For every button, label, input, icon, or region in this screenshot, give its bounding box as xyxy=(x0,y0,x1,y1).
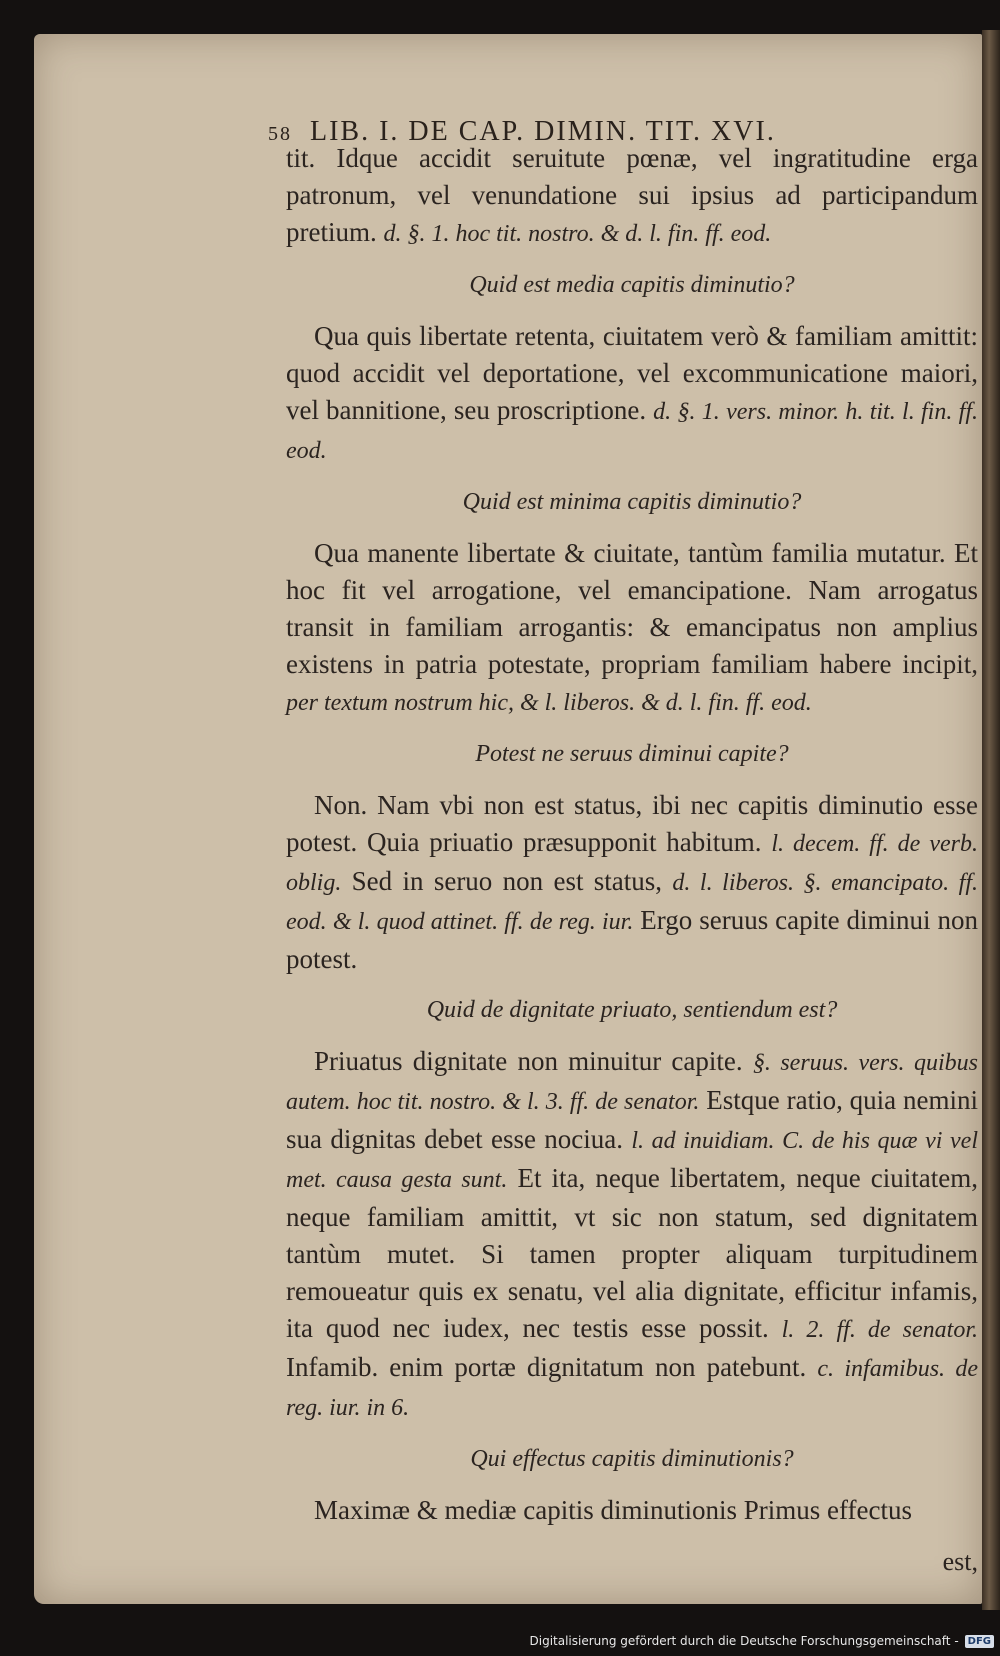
question-heading: Potest ne seruus diminui capite? xyxy=(475,741,789,767)
legal-citation: l. decem. ff. de verb. oblig. xyxy=(286,831,978,896)
text-run: Qua manente libertate & ciuitate, tantùm familia mutatur. Et hoc fit vel arrogatione, vel emancipatione. Nam arrogatus transit in familiam arrogantis: & emancipatus non amplius existens in patria potestate, propriam familiam habere incipit, xyxy=(286,538,978,679)
digitization-footer xyxy=(0,1626,994,1656)
text-run: Priuatus dignitate non minuitur capite. xyxy=(314,1046,753,1076)
question-heading: Quid est minima capitis diminutio? xyxy=(462,489,802,515)
legal-citation: d. §. 1. hoc tit. nostro. & d. l. fin. ff. eod. xyxy=(383,221,772,247)
text-run: Qua quis libertate retenta, ciuitatem verò & familiam amittit: quod accidit vel deportatione, vel excommunicatione maiori, vel bannitione, seu proscriptione. xyxy=(286,321,978,425)
text-run: Et ita, neque libertatem, neque ciuitatem, neque familiam amittit, vt sic non statum, sed dignitatem tantùm mutet. Si tamen propter aliquam turpitudinem remoueatur quis ex senatu, vel alia dignitate, efficitur infamis, ita quod nec iudex, nec testis esse possit. xyxy=(286,1163,979,1343)
page-number: 58 xyxy=(268,123,292,145)
page-body xyxy=(286,140,978,1594)
legal-citation: d. §. 1. vers. minor. h. tit. l. fin. ff. eod. xyxy=(286,399,978,464)
text-run: Ergo seruus capite diminui non potest. xyxy=(286,905,979,974)
legal-citation: §. seruus. vers. quibus autem. hoc tit. nostro. & l. 3. ff. de senator. xyxy=(286,1050,978,1115)
legal-citation: l. 2. ff. de senator. xyxy=(781,1317,978,1343)
answer-paragraph xyxy=(286,1043,978,1427)
text-run: Sed in seruo non est status, xyxy=(341,866,673,896)
legal-citation: c. infamibus. de reg. iur. in 6. xyxy=(286,1356,979,1421)
footer-credit: Digitalisierung gefördert durch die Deutsche Forschungsgemeinschaft - xyxy=(529,1634,959,1648)
answer-paragraph xyxy=(286,535,978,722)
catchword: est, xyxy=(942,1547,978,1576)
question-heading: Quid est media capitis diminutio? xyxy=(469,272,795,298)
answer-paragraph xyxy=(286,787,978,978)
text-run: Non. Nam vbi non est status, ibi nec capitis diminutio esse potest. Quia priuatio præsupponit habitum. xyxy=(286,790,978,857)
dfg-logo: DFG xyxy=(965,1635,994,1648)
question-heading: Quid de dignitate priuato, sentiendum est? xyxy=(426,997,838,1023)
book-fore-edge xyxy=(982,30,1000,1610)
legal-citation: d. l. liberos. §. emancipato. ff. eod. & l. quod attinet. ff. de reg. iur. xyxy=(286,870,978,935)
legal-citation: l. ad inuidiam. C. de his quæ vi vel met. causa gesta sunt. xyxy=(286,1128,978,1193)
answer-paragraph xyxy=(286,318,978,470)
question-heading: Qui effectus capitis diminutionis? xyxy=(470,1446,794,1472)
legal-citation: per textum nostrum hic, & l. liberos. & d. l. fin. ff. eod. xyxy=(286,690,812,716)
text-run: Infamib. enim portæ dignitatum non patebunt. xyxy=(286,1352,818,1382)
text-run: tit. Idque accidit seruitute pœnæ, vel ingratitudine erga patronum, vel venundatione sui ipsius ad participandum pretium. xyxy=(286,143,978,247)
answer-paragraph xyxy=(286,140,978,253)
running-title: LIB. I. DE CAP. DIMIN. TIT. XVI. xyxy=(310,116,776,147)
text-run: Maximæ & mediæ capitis diminutionis Primus effectus xyxy=(314,1495,912,1525)
answer-paragraph xyxy=(286,1492,978,1529)
text-run: Estque ratio, quia nemini sua dignitas debet esse nociua. xyxy=(286,1085,979,1154)
